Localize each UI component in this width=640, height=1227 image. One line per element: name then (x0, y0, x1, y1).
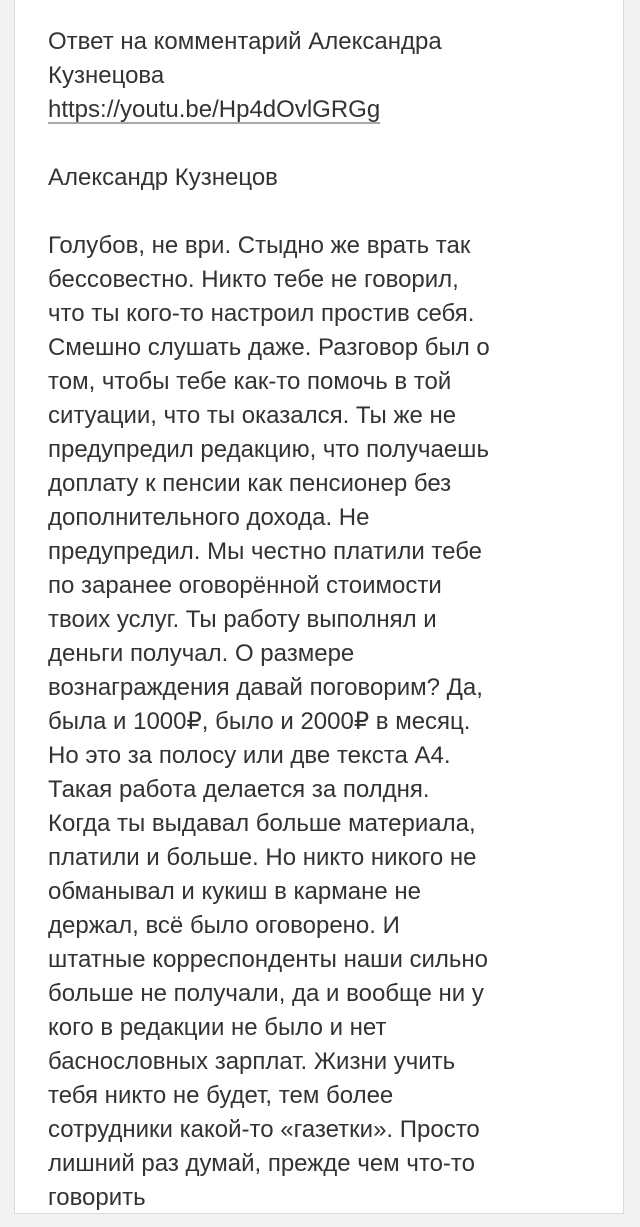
body-line: Голубов, не ври. Стыдно же врать так (48, 232, 471, 259)
body-line: бессовестно. Никто тебе не говорил, (48, 266, 459, 293)
body-line: предупредил. Мы честно платили тебе (48, 538, 483, 565)
youtube-link[interactable]: https://youtu.be/Hp4dOvlGRGg (48, 96, 381, 123)
body-line: том, чтобы тебе как-то помочь в той (48, 368, 452, 395)
body-line: твоих услуг. Ты работу выполнял и (48, 606, 437, 633)
body-line: платили и больше. Но никто никого не (48, 844, 477, 871)
spacer (48, 127, 588, 161)
post-content (48, 25, 588, 1215)
comment-body (48, 229, 588, 1215)
spacer (48, 195, 588, 229)
body-line: больше не получали, да и вообще ни у (48, 980, 484, 1007)
body-line: баснословных зарплат. Жизни учить (48, 1048, 456, 1075)
body-line: дополнительного дохода. Не (48, 504, 370, 531)
body-line: Такая работа делается за полдня. (48, 776, 430, 803)
body-line: Но это за полосу или две текста А4. (48, 742, 451, 769)
body-line: ситуации, что ты оказался. Ты же не (48, 402, 457, 429)
body-line: штатные корреспонденты наши сильно (48, 946, 489, 973)
header-line: Ответ на комментарий Александра (48, 28, 442, 55)
body-line: лишний раз думай, прежде чем что-то (48, 1150, 475, 1177)
body-line: что ты кого-то настроил простив себя. (48, 300, 475, 327)
body-line: кого в редакции не было и нет (48, 1014, 387, 1041)
body-line: по заранее оговорённой стоимости (48, 572, 442, 599)
post-card (14, 0, 624, 1214)
body-line: говорить (48, 1184, 146, 1211)
body-line: держал, всё было оговорено. И (48, 912, 400, 939)
body-line: деньги получал. О размере (48, 640, 355, 667)
body-line: тебя никто не будет, тем более (48, 1082, 394, 1109)
body-line: была и 1000₽, было и 2000₽ в месяц. (48, 708, 471, 735)
body-line: вознаграждения давай поговорим? Да, (48, 674, 483, 701)
body-line: Смешно слушать даже. Разговор был о (48, 334, 490, 361)
comment-author: Александр Кузнецов (48, 164, 278, 191)
header-line: Кузнецова (48, 62, 165, 89)
body-line: предупредил редакцию, что получаешь (48, 436, 489, 463)
body-line: обманывал и кукиш в кармане не (48, 878, 421, 905)
body-line: сотрудники какой-то «газетки». Просто (48, 1116, 480, 1143)
body-line: Когда ты выдавал больше материала, (48, 810, 476, 837)
body-line: доплату к пенсии как пенсионер без (48, 470, 452, 497)
